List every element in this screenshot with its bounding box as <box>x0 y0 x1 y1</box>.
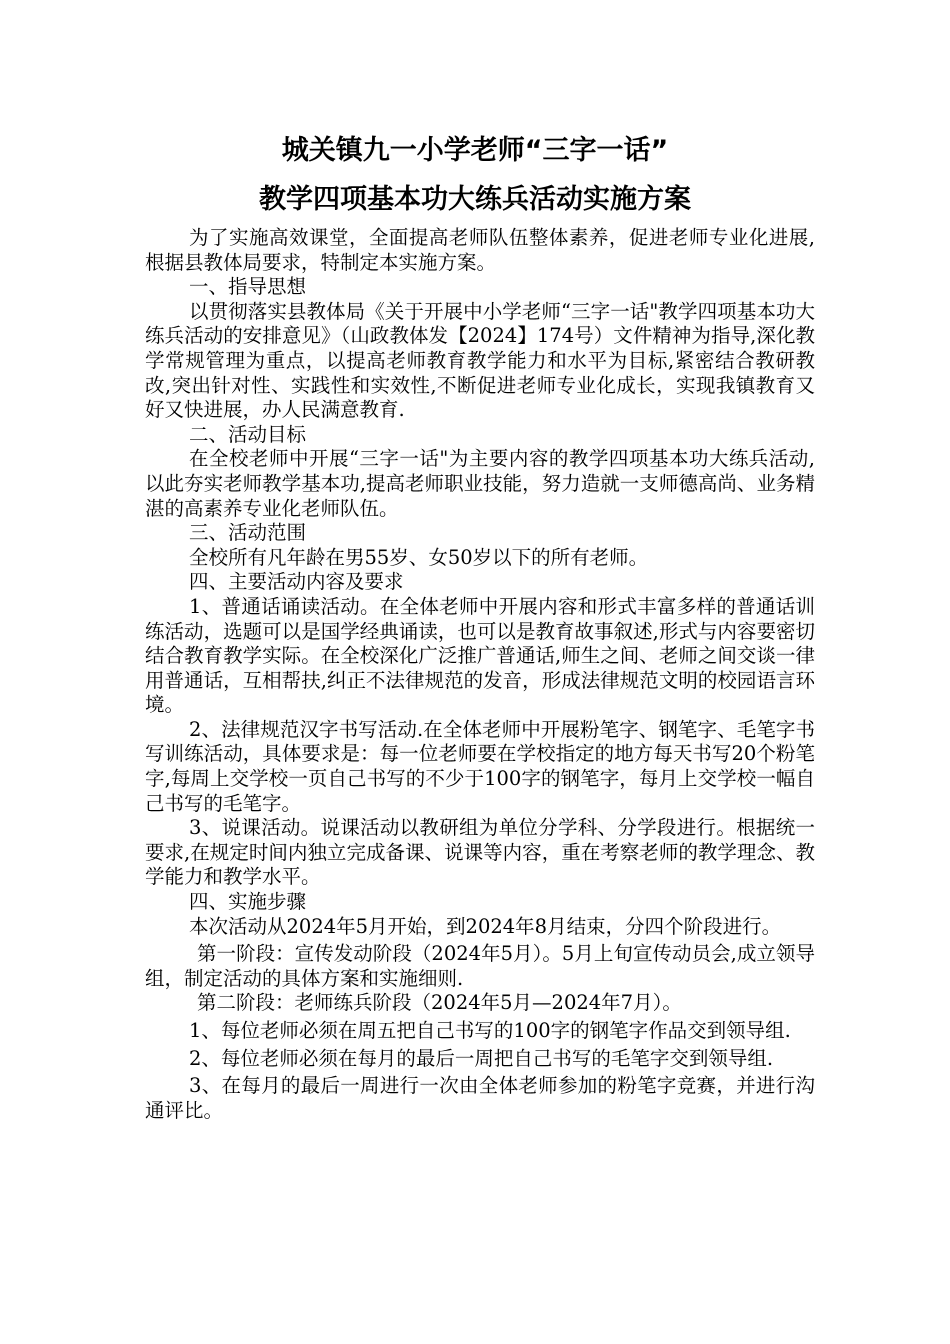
section-heading-activity-scope: 三、活动范围 <box>189 521 307 545</box>
section-heading-implementation-steps: 四、实施步骤 <box>189 890 307 914</box>
document-title-line-2: 教学四项基本功大练兵活动实施方案 <box>259 184 691 215</box>
stage-two-item-2: 2、每位老师必须在每月的最后一周把自己书写的毛笔字交到领导组. <box>189 1046 774 1070</box>
document-title-line-1: 城关镇九一小学老师“三字一话” <box>281 135 669 166</box>
stage-two-item-1: 1、每位老师必须在周五把自己书写的100字的钢笔字作品交到领导组. <box>189 1019 791 1042</box>
activity-scope-paragraph: 全校所有凡年龄在男55岁、女50岁以下的所有老师。 <box>189 545 649 569</box>
lesson-talk-paragraph: 3、说课活动。说课活动以教研组为单位分学科、分学段进行。根据统一要求,在规定时间内独立完成备课、说课等内容，重在考察老师的教学理念、教学能力和教学水平。 <box>145 816 815 889</box>
stage-two-heading: 第二阶段：老师练兵阶段（2024年5月—2024年7月）。 <box>197 991 682 1015</box>
document-body <box>145 226 815 1123</box>
section-heading-activity-goals: 二、活动目标 <box>189 422 307 446</box>
schedule-paragraph: 本次活动从2024年5月开始，到2024年8月结束，分四个阶段进行。 <box>189 914 782 938</box>
mandarin-reading-paragraph: 1、普通话诵读活动。在全体老师中开展内容和形式丰富多样的普通话训练活动，选题可以是国学经典诵读，也可以是教育故事叙述,形式与内容要密切结合教育教学实际。在全校深化广泛推广普通话,师生之间、老师之间交谈一律用普通话，互相帮扶,纠正不法律规范的发音，形成法律规范文明的校园语言环境。 <box>145 594 815 717</box>
section-heading-main-content: 四、主要活动内容及要求 <box>189 570 404 594</box>
activity-goals-paragraph: 在全校老师中开展“三字一话"为主要内容的教学四项基本功大练兵活动,以此夯实老师教学基本功,提高老师职业技能，努力造就一支师德高尚、业务精湛的高素养专业化老师队伍。 <box>145 447 815 520</box>
stage-one-paragraph: 第一阶段：宣传发动阶段（2024年5月）。5月上旬宣传动员会,成立领导组，制定活动的具体方案和实施细则. <box>145 942 815 990</box>
guiding-ideology-paragraph: 以贯彻落实县教体局《关于开展中小学老师“三字一话"教学四项基本功大练兵活动的安排意见》（山政教体发【2024】174号）文件精神为指导,深化教学常规管理为重点，以提高老师教育教学能力和水平为目标,紧密结合教研教改,突出针对性、实践性和实效性,不断促进老师专业化成长，实现我镇教育又好又快进展，办人民满意教育. <box>145 299 815 422</box>
section-heading-guiding-ideology: 一、指导思想 <box>189 275 307 299</box>
handwriting-paragraph: 2、法律规范汉字书写活动.在全体老师中开展粉笔字、钢笔字、毛笔字书写训练活动，具体要求是：每一位老师要在学校指定的地方每天书写20个粉笔字,每周上交学校一页自己书写的不少于100字的钢笔字，每月上交学校一幅自己书写的毛笔字。 <box>145 717 815 815</box>
stage-two-item-3: 3、在每月的最后一周进行一次由全体老师参加的粉笔字竞赛，并进行沟通评比。 <box>145 1074 815 1122</box>
intro-paragraph: 为了实施高效课堂，全面提高老师队伍整体素养，促进老师专业化进展,根据县教体局要求，特制定本实施方案。 <box>145 226 815 274</box>
